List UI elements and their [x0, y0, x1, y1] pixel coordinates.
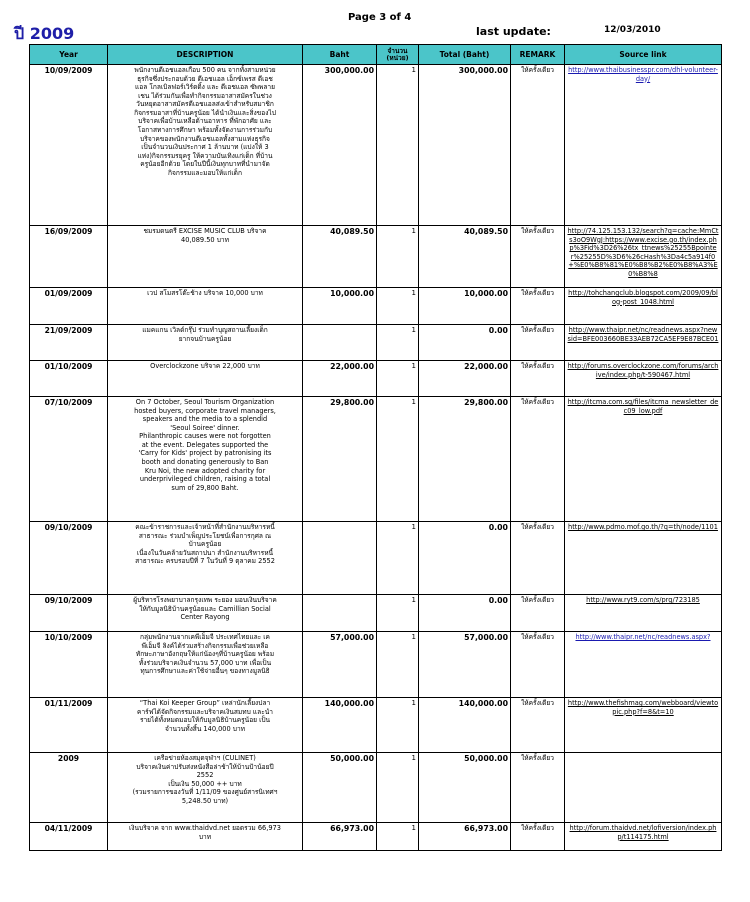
table-row	[30, 397, 722, 522]
description-line: 'Carry for Kids' project by patronising its	[138, 449, 272, 458]
column-header: Year	[30, 45, 108, 65]
description-line: เชน ได้ร่วมกันเพื่อทำกิจกรรมอาสาสมัครในช่วง	[138, 91, 272, 100]
row-quantity: 1	[377, 65, 419, 226]
row-remark: ให้ครั้งเดียว	[511, 698, 565, 753]
description-line: underprivileged children, raising a total	[139, 475, 271, 484]
description-line: ทั้งร่วมบริจาคเงินจำนวน 57,000 บาท เพื่อเป็น	[138, 658, 272, 667]
year-title: ปี 2009	[14, 24, 75, 43]
description-line: พนักงานดีเอชแอลเกือบ 500 คน จากทั้งสามหน่วย	[134, 66, 276, 74]
row-date: 07/10/2009	[30, 397, 108, 522]
row-total: 66,973.00	[419, 823, 511, 851]
row-remark: ให้ครั้งเดียว	[511, 397, 565, 522]
row-date: 10/09/2009	[30, 65, 108, 226]
row-source	[565, 595, 722, 632]
description-line: Philanthropic causes were not forgotten	[139, 432, 271, 441]
row-total: 57,000.00	[419, 632, 511, 698]
row-baht	[303, 595, 377, 632]
row-remark: ให้ครั้งเดียว	[511, 632, 565, 698]
row-source	[565, 65, 722, 226]
row-baht: 29,800.00	[303, 397, 377, 522]
row-description	[108, 397, 303, 522]
source-link[interactable]: http://itcma.com.sg/files/itcma_newsletter_dec09_low.pdf	[567, 398, 719, 415]
row-source	[565, 397, 722, 522]
last-update-label: last update:	[476, 25, 551, 38]
row-baht: 300,000.00	[303, 65, 377, 226]
description-line: จำนวนทั้งสิ้น 140,000 บาท	[164, 724, 246, 733]
description-line: รายได้ทั้งหมดมอบให้กับมูลนิธิบ้านครูน้อย เป็น	[139, 716, 271, 725]
description-line: 40,089.50 บาท	[181, 235, 229, 244]
description-line: กิจกรรมอาสาที่บ้านครูน้อย ได้นำเงินและสิ่งของไป	[134, 108, 276, 117]
description-line: Center Rayong	[180, 613, 230, 622]
donation-table	[29, 44, 722, 851]
column-header: Baht	[303, 45, 377, 65]
description-line: สาธารณะ ครบรอบปีที่ 7 ในวันที่ 9 ตุลาคม 2552	[135, 557, 275, 566]
description-line: booth and donating generously to Ban	[141, 457, 269, 466]
source-link[interactable]: http://forum.thaidvd.net/lofiversion/index.php/t114175.html	[569, 824, 717, 841]
description-line: บริจาคเพื่อบ้านเหลือด้านอาหาร ที่พักอาศัย และ	[138, 117, 272, 126]
description-line: sum of 29,800 Baht.	[171, 483, 239, 492]
description-line: “Thai Koi Keeper Group” เหล่านักเลี้ยงปลา	[139, 699, 271, 707]
description-line: ธุรกิจซึ่งประกอบด้วย ดีเอชแอล เอ็กซ์เพรส ดีเอช	[137, 74, 273, 83]
description-line: บ้านครูน้อย	[188, 540, 222, 549]
row-description	[108, 753, 303, 823]
description-line: แอล โกลเบิลฟอร์เวิร์ดดิ้ง และ ดีเอชแอล ซัพพลาย	[135, 83, 275, 92]
description-line: เครือข่ายห้องสมุดจุฬาฯ (CULINET)	[154, 754, 256, 762]
source-link[interactable]: http://www.thaipr.net/nc/readnews.aspx?newsid=BFE003660BE33AEB72CA5EF9E87BCE01	[567, 326, 719, 343]
table-row	[30, 325, 722, 361]
row-quantity: 1	[377, 823, 419, 851]
description-line: เวป สโมสรโต๊ะช้าง บริจาค 10,000 บาท	[147, 289, 263, 297]
row-date: 09/10/2009	[30, 595, 108, 632]
row-total: 140,000.00	[419, 698, 511, 753]
description-line: (รวมรายการของวันที่ 1/11/09 ของศูนย์สารนิเทศฯ	[132, 788, 278, 797]
last-update-date: 12/03/2010	[604, 25, 661, 35]
row-remark: ให้ครั้งเดียว	[511, 361, 565, 397]
column-header: จำนวน (หน่วย)	[377, 45, 419, 65]
description-line: ชมรมดนตรี EXCISE MUSIC CLUB บริจาค	[143, 227, 267, 235]
description-line: สาธารณะ ร่วมบำเพ็ญประโยชน์เพื่อการกุศล ณ	[138, 531, 272, 540]
description-line: 2552	[196, 771, 214, 780]
row-quantity: 1	[377, 632, 419, 698]
row-source	[565, 288, 722, 325]
description-line: บาท	[198, 832, 212, 841]
description-line: เป็นเงิน 50,000 ++ บาท	[168, 779, 242, 788]
row-description	[108, 325, 303, 361]
description-line: Kru Noi, the new adopted charity for	[144, 466, 266, 475]
row-quantity: 1	[377, 325, 419, 361]
description-line: คาร์ฟได้จัดกิจกรรมและบริจาคเงินสมทบ และนำ	[137, 707, 273, 716]
row-baht: 22,000.00	[303, 361, 377, 397]
description-line: speakers and the media to a splendid	[142, 415, 268, 424]
row-description	[108, 361, 303, 397]
row-total: 22,000.00	[419, 361, 511, 397]
row-remark: ให้ครั้งเดียว	[511, 823, 565, 851]
row-quantity: 1	[377, 226, 419, 288]
description-line: โอกาสทางการศึกษา พร้อมทั้งจัดงานการร่วมกับ	[137, 125, 273, 134]
source-link[interactable]: http://www.ryt9.com/s/prg/723185	[586, 596, 700, 604]
description-line: เนื่องในวันคล้ายวันสถาปนา สำนักงานบริหารหนี้	[136, 548, 274, 557]
source-link[interactable]: http://www.thaibusinesspr.com/dhl-volunteer-day/	[568, 66, 718, 83]
row-source	[565, 823, 722, 851]
row-description	[108, 226, 303, 288]
row-date: 10/10/2009	[30, 632, 108, 698]
source-link[interactable]: http://tohchangclub.blogspot.com/2009/09/blog-post_1048.html	[568, 289, 718, 306]
description-line: On 7 October, Seoul Tourism Organization	[135, 398, 275, 406]
row-date: 09/10/2009	[30, 522, 108, 595]
row-quantity: 1	[377, 698, 419, 753]
row-total: 29,800.00	[419, 397, 511, 522]
row-description	[108, 522, 303, 595]
description-line: ทุนการศึกษาและค่าใช้จ่ายอื่นๆ ของทางมูลนิธิ	[140, 667, 270, 676]
row-source	[565, 698, 722, 753]
description-line: กลุ่มพนักงานจากเคพีเอ็มจี ประเทศไทยและ เค	[140, 633, 270, 641]
table-row	[30, 632, 722, 698]
table-row	[30, 522, 722, 595]
description-line: บริจาคของพนักงานดีเอชแอลทั้งสามแห่งธุรกิจ	[140, 134, 270, 143]
description-line: กิจกรรมและมอบให้แก่เด็ก	[168, 168, 242, 177]
row-total: 0.00	[419, 522, 511, 595]
table-row	[30, 823, 722, 851]
row-quantity: 1	[377, 522, 419, 595]
row-remark: ให้ครั้งเดียว	[511, 288, 565, 325]
row-total: 0.00	[419, 325, 511, 361]
column-header: Total (Baht)	[419, 45, 511, 65]
row-quantity: 1	[377, 288, 419, 325]
description-line: ทักษะภาษาอังกฤษให้แก่น้องๆที่บ้านครูน้อย พร้อม	[135, 650, 275, 659]
row-baht	[303, 522, 377, 595]
description-line: แห่ง)กิจกรรมรยุครู ให้ความบันเทิงแก่เด็ก ที่บ้าน	[137, 151, 273, 160]
row-quantity: 1	[377, 397, 419, 522]
row-baht	[303, 325, 377, 361]
source-link[interactable]: http://www.thefishmag.com/webboard/viewtopic.php?f=8&t=10	[567, 699, 719, 716]
table-row	[30, 698, 722, 753]
row-description	[108, 65, 303, 226]
description-line: เป็นจำนวนเงินประกาศ 1 ล้านบาท (แบ่งให้ 3	[141, 143, 269, 152]
description-line: คณะข้าราชการและเจ้าหน้าที่สำนักงานบริหารหนี้	[135, 523, 275, 531]
row-source	[565, 632, 722, 698]
table-row	[30, 753, 722, 823]
row-date: 04/11/2009	[30, 823, 108, 851]
description-line: พีเอ็มจี ลิงค์ได้ร่วมสร้างกิจกรรมเพื่อช่วยเหลือ	[141, 641, 269, 650]
description-line: 5,248.50 บาท)	[181, 796, 229, 805]
row-date: 21/09/2009	[30, 325, 108, 361]
description-line: at the event. Delegates supported the	[141, 440, 269, 449]
table-row	[30, 595, 722, 632]
row-date: 01/10/2009	[30, 361, 108, 397]
row-remark: ให้ครั้งเดียว	[511, 65, 565, 226]
row-total: 300,000.00	[419, 65, 511, 226]
row-baht: 10,000.00	[303, 288, 377, 325]
description-line: 'Seoul Soiree' dinner.	[170, 423, 240, 432]
row-date: 01/11/2009	[30, 698, 108, 753]
description-line: ยากจนบ้านครูน้อย	[178, 334, 232, 343]
description-line: บริจาคเงินค่าปรับส่งหนังสือล่าช้าให้บ้านป้าน้อยปี	[136, 762, 274, 771]
source-link[interactable]: http://www.pdmo.mof.go.th/?q=th/node/1101	[568, 523, 718, 531]
row-source	[565, 361, 722, 397]
row-source	[565, 325, 722, 361]
row-quantity: 1	[377, 595, 419, 632]
description-line: ผู้บริหารโรงพยาบาลกรุงเทพ ระยอง มอบเงินบริจาค	[133, 596, 277, 604]
row-description	[108, 823, 303, 851]
source-link[interactable]: http://74.125.153.132/search?q=cache:MmCts3oO9WgJ:https://www.excise.go.th/index.php%3Fid%3D26%26tx_ttnews%25255Bpointer%25255D%3D6%26cHash%3Da4c5a914f0+%E0%B8%81%E0%B8%B2%E0%B8%A3%E0%B8%8	[567, 227, 719, 278]
row-baht: 140,000.00	[303, 698, 377, 753]
header-row	[30, 45, 722, 65]
row-total: 50,000.00	[419, 753, 511, 823]
column-header: DESCRIPTION	[108, 45, 303, 65]
row-total: 0.00	[419, 595, 511, 632]
row-date: 01/09/2009	[30, 288, 108, 325]
page-number: Page 3 of 4	[348, 12, 412, 23]
row-baht: 66,973.00	[303, 823, 377, 851]
description-line: ครูน้อยอีกด้วย โดยในปีนี้เงินทุกบาทที่นำมาจัด	[140, 160, 270, 169]
row-baht: 40,089.50	[303, 226, 377, 288]
description-line: hosted buyers, corporate travel managers,	[134, 406, 276, 415]
row-source	[565, 522, 722, 595]
row-source	[565, 226, 722, 288]
row-date: 2009	[30, 753, 108, 823]
row-baht: 57,000.00	[303, 632, 377, 698]
row-remark: ให้ครั้งเดียว	[511, 522, 565, 595]
row-remark: ให้ครั้งเดียว	[511, 226, 565, 288]
row-description	[108, 595, 303, 632]
description-line: วันหยุดอาสาสมัครดีเอชแอลส่งเข้าสำหรับสมาชิก	[136, 100, 274, 109]
row-remark: ให้ครั้งเดียว	[511, 753, 565, 823]
description-line: ให้กับมูลนิธิบ้านครูน้อยและ Camillian Social	[139, 604, 271, 613]
table-row	[30, 65, 722, 226]
row-description	[108, 698, 303, 753]
row-remark: ให้ครั้งเดียว	[511, 325, 565, 361]
table-row	[30, 361, 722, 397]
row-remark: ให้ครั้งเดียว	[511, 595, 565, 632]
row-quantity: 1	[377, 361, 419, 397]
row-description	[108, 632, 303, 698]
column-header: Source link	[565, 45, 722, 65]
row-date: 16/09/2009	[30, 226, 108, 288]
row-quantity: 1	[377, 753, 419, 823]
description-line: Overclockzone บริจาค 22,000 บาท	[150, 362, 260, 370]
row-source	[565, 753, 722, 823]
table-row	[30, 226, 722, 288]
row-total: 40,089.50	[419, 226, 511, 288]
description-line: แมคแกน เวิลด์กรุ๊ป ร่วมทำบุญสถานเลี้ยงเด็ก	[142, 326, 268, 334]
source-link[interactable]: http://www.thaipr.net/nc/readnews.aspx?	[575, 633, 711, 641]
row-description	[108, 288, 303, 325]
table-row	[30, 288, 722, 325]
source-link[interactable]: http://forums.overclockzone.com/forums/archive/index.php/t-590467.html	[567, 362, 719, 379]
row-baht: 50,000.00	[303, 753, 377, 823]
column-header: REMARK	[511, 45, 565, 65]
row-total: 10,000.00	[419, 288, 511, 325]
description-line: เงินบริจาค จาก www.thaidvd.net ยอดรวม 66,973	[129, 824, 281, 832]
